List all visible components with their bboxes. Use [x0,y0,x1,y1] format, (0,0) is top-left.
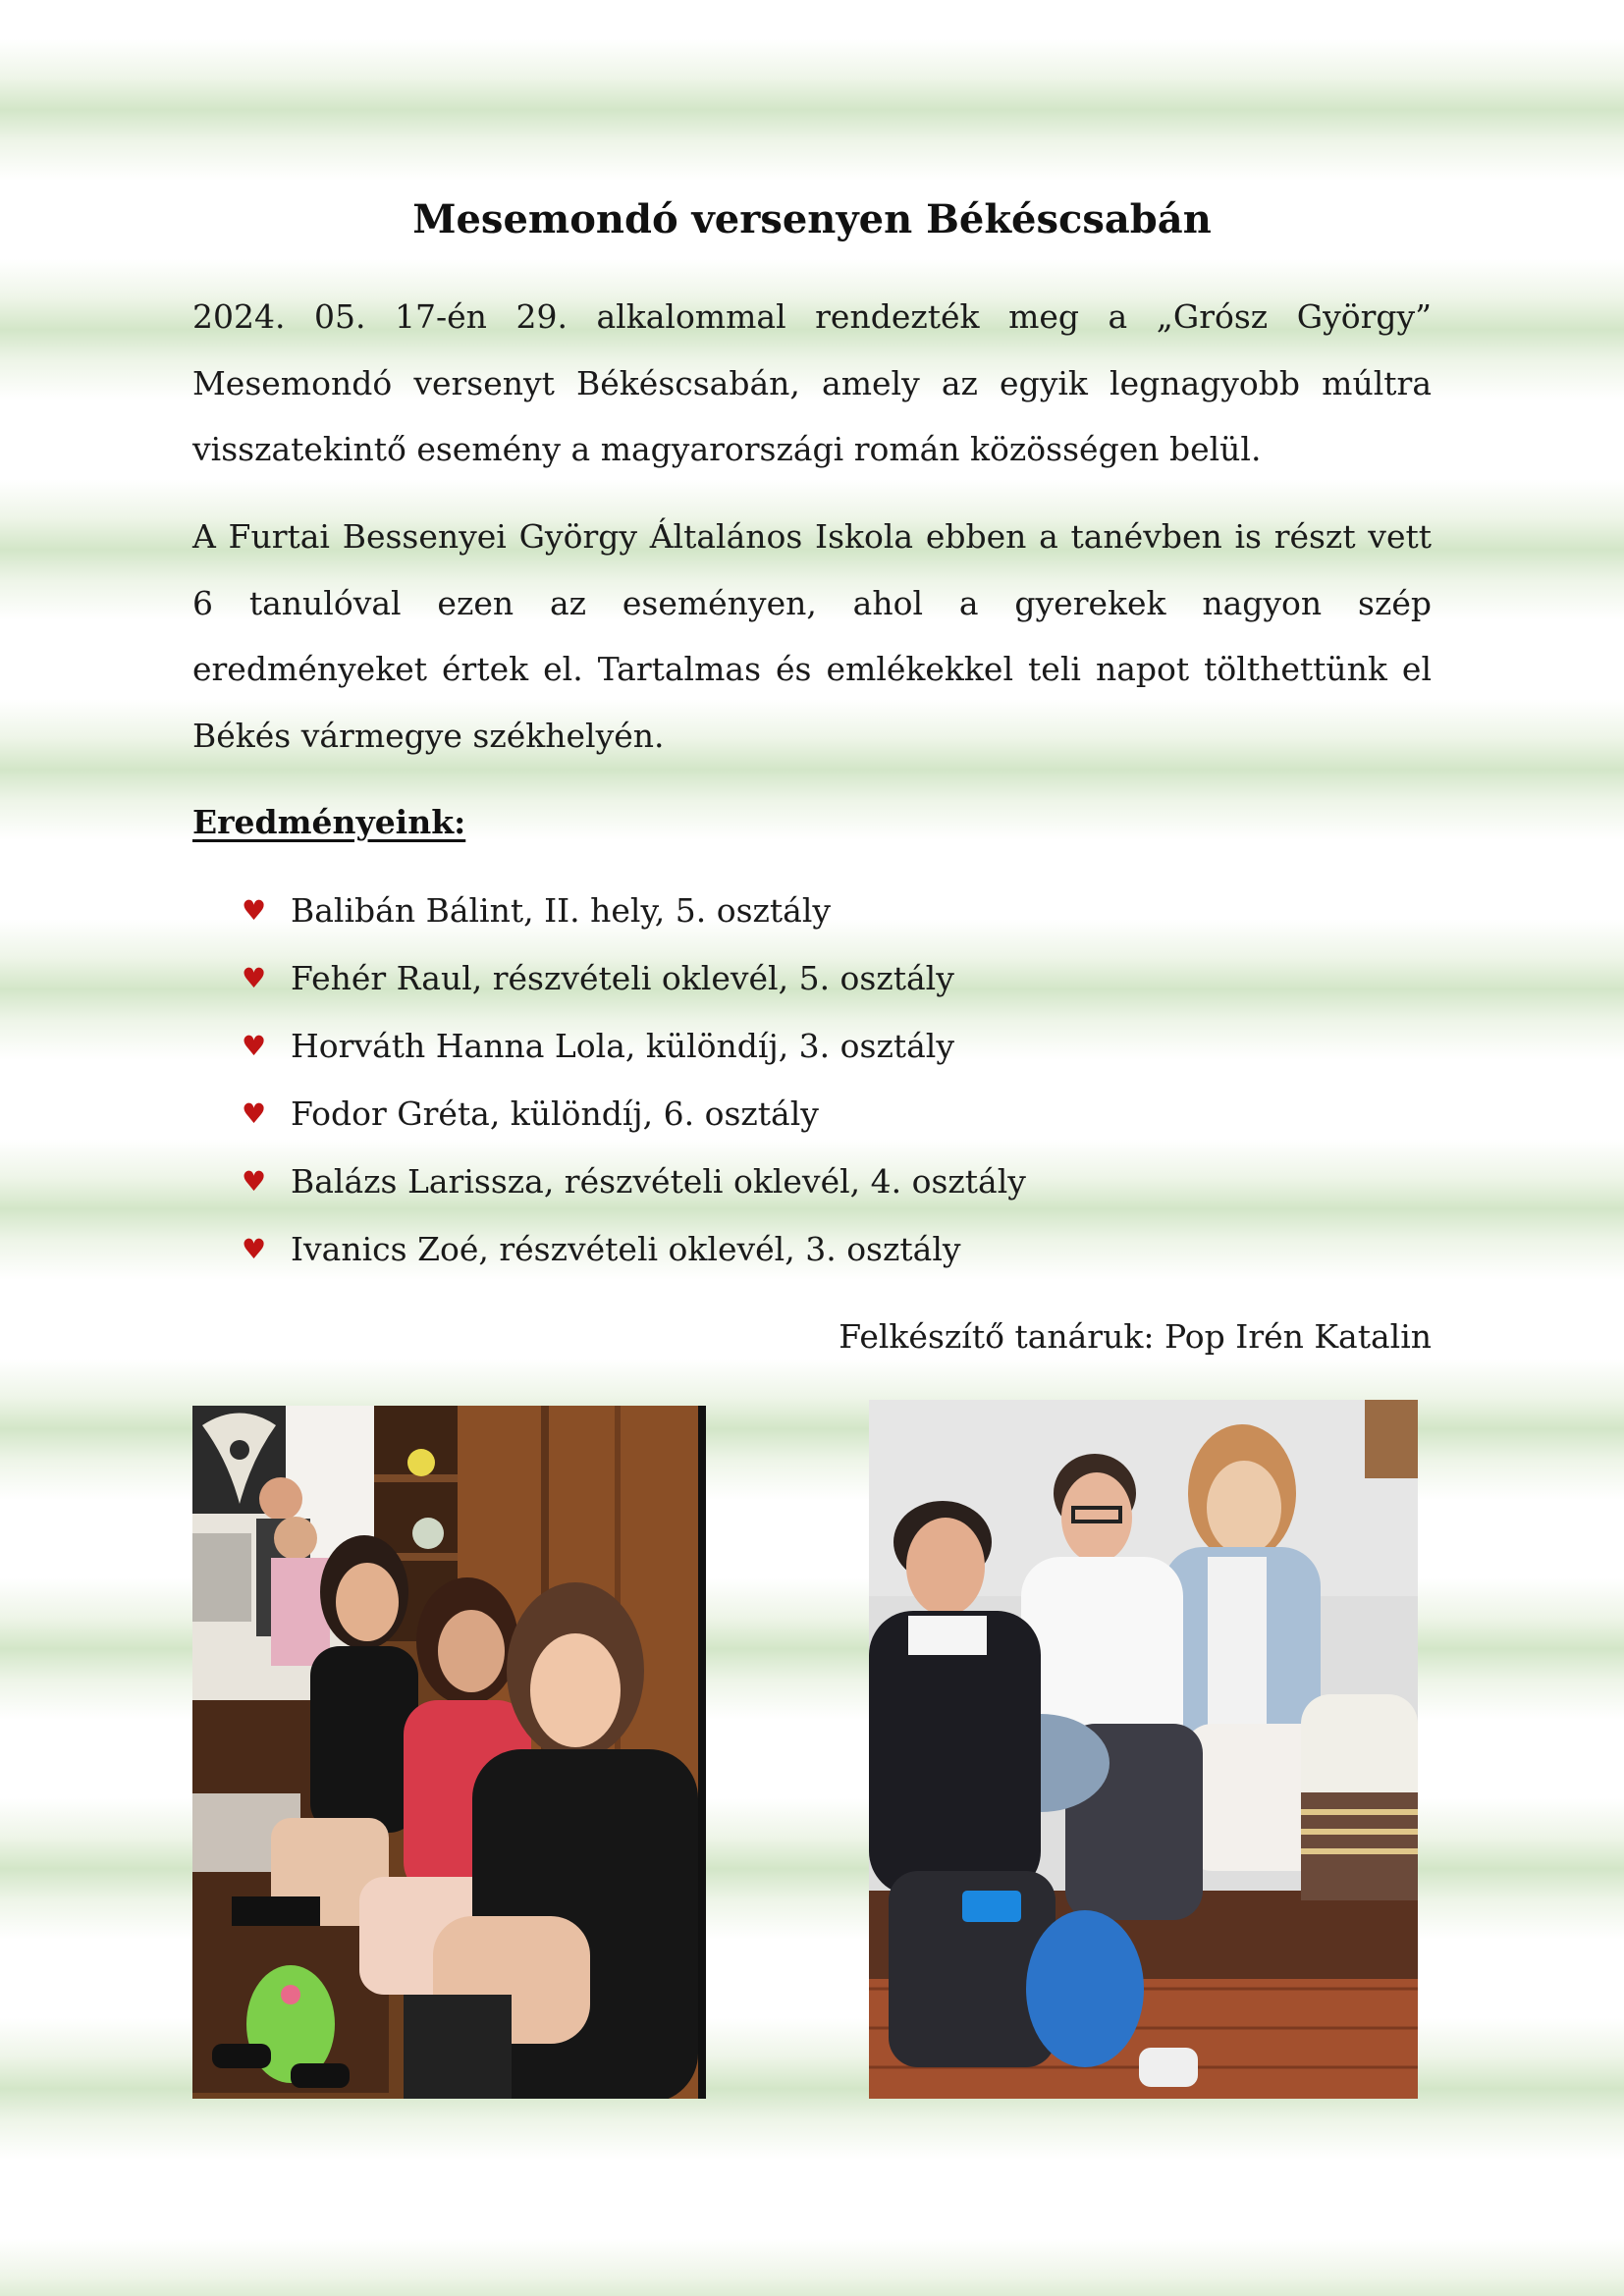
heart-icon: ♥ [242,1097,267,1130]
list-item [192,877,1432,944]
heart-icon: ♥ [242,1030,267,1062]
results-heading: Eredményeink: [192,803,466,841]
list-item [192,944,1432,1012]
result-text: Fehér Raul, részvételi oklevél, 5. osztály [291,959,954,997]
result-text: Balázs Larissza, részvételi oklevél, 4. osztály [291,1162,1026,1201]
result-text: Fodor Gréta, különdíj, 6. osztály [291,1095,819,1133]
intro-paragraph: 2024. 05. 17-én 29. alkalommal rendezték meg a „Grósz György” Mesemondó versenyt Békéscsabán, amely az egyik legnagyobb múltra visszatekintő esemény a magyarországi román közösségen belül. [192,297,1432,468]
teacher-credit: Felkészítő tanáruk: Pop Irén Katalin [839,1317,1432,1356]
photo-girls-on-bench [192,1406,706,2099]
list-item [192,1215,1432,1283]
results-list [192,877,1432,1283]
heart-icon: ♥ [242,962,267,994]
list-item [192,1080,1432,1148]
heart-icon: ♥ [242,1233,267,1265]
result-text: Balibán Bálint, II. hely, 5. osztály [291,891,832,930]
page-title: Mesemondó versenyen Békéscsabán [412,196,1212,242]
list-item [192,1012,1432,1080]
photo-three-kids-seated [869,1400,1418,2099]
result-text: Ivanics Zoé, részvételi oklevél, 3. osztály [291,1230,961,1268]
heart-icon: ♥ [242,894,267,927]
heart-icon: ♥ [242,1165,267,1198]
school-paragraph: A Furtai Bessenyei György Általános Iskola ebben a tanévben is részt vett 6 tanulóval ezen az eseményen, ahol a gyerekek nagyon szép eredményeket értek el. Tartalmas és emlékekkel teli napot tölthettünk el Békés vármegye székhelyén. [192,517,1432,755]
list-item [192,1148,1432,1215]
result-text: Horváth Hanna Lola, különdíj, 3. osztály [291,1027,954,1065]
